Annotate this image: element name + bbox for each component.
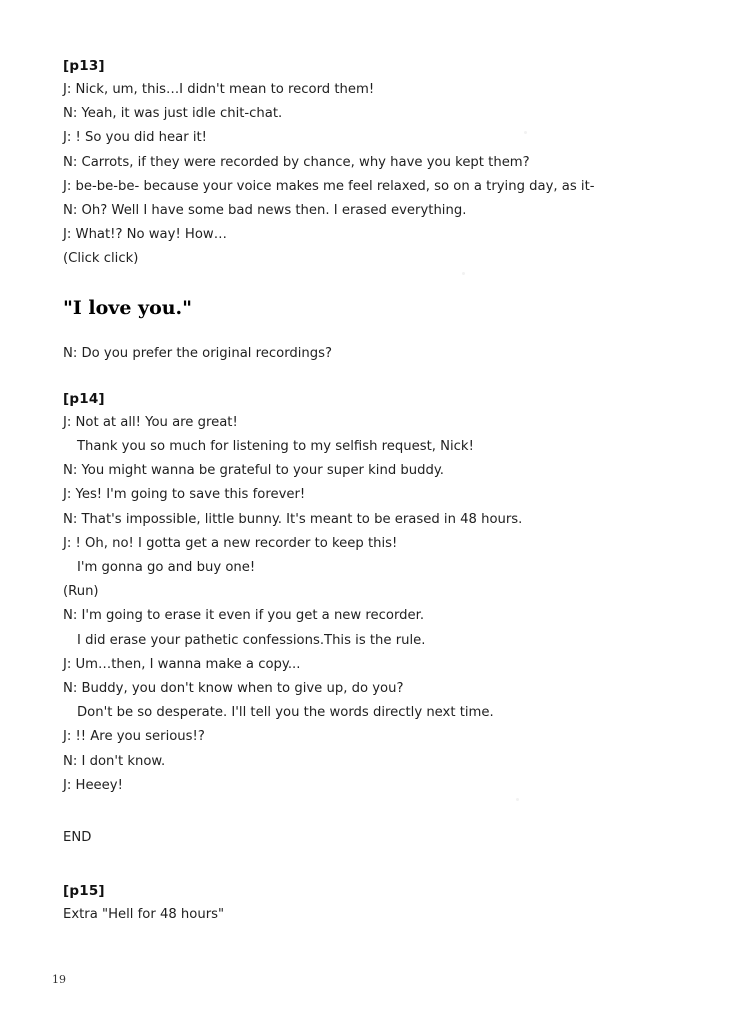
dialogue-line: J: Yes! I'm going to save this forever! [63, 487, 306, 503]
dialogue-line: J: Heeey! [63, 777, 123, 793]
dialogue-line: J: ! Oh, no! I gotta get a new recorder to keep this! [63, 535, 398, 551]
stage-direction-line: (Run) [63, 584, 99, 600]
spacer [63, 319, 663, 347]
spacer [63, 855, 663, 883]
stage-direction-line: (Click click) [63, 251, 139, 267]
document-body [63, 58, 663, 932]
dialogue-line: N: I don't know. [63, 753, 166, 769]
dialogue-line: N: You might wanna be grateful to your super kind buddy. [63, 463, 444, 479]
dialogue-line: J: What!? No way! How… [63, 227, 227, 243]
section-p13 [63, 58, 663, 266]
dialogue-line: Thank you so much for listening to my selfish request, Nick! [77, 439, 474, 455]
spacer [63, 277, 663, 297]
page-number: 19 [52, 973, 66, 986]
extra-title-line: Extra "Hell for 48 hours" [63, 907, 225, 923]
section-label-p13: [p13] [63, 58, 105, 74]
dialogue-line: J: Um…then, I wanna make a copy... [63, 656, 301, 672]
dialogue-line: Don't be so desperate. I'll tell you the words directly next time. [77, 705, 494, 721]
section-heading: "I love you." [63, 296, 193, 319]
dialogue-line: J: ! So you did hear it! [63, 130, 207, 146]
dialogue-line: J: Nick, um, this…I didn't mean to record them! [63, 82, 375, 97]
dialogue-line: N: Buddy, you don't know when to give up, do you? [63, 681, 404, 697]
dialogue-line: J: !! Are you serious!? [63, 729, 205, 745]
dialogue-line: N: Yeah, it was just idle chit-chat. [63, 106, 283, 122]
end-marker: END [63, 830, 92, 846]
spacer [63, 371, 663, 391]
dialogue-line: N: I'm going to erase it even if you get a new recorder. [63, 608, 425, 624]
dialogue-line: N: Carrots, if they were recorded by chance, why have you kept them? [63, 154, 530, 170]
dialogue-line: J: Not at all! You are great! [63, 414, 238, 430]
dialogue-line: N: Oh? Well I have some bad news then. I erased everything. [63, 203, 467, 219]
dialogue-line: N: Do you prefer the original recordings? [63, 345, 333, 361]
spacer [63, 803, 663, 831]
section-p14 [63, 391, 663, 792]
section-p15 [63, 883, 663, 921]
dialogue-line: I'm gonna go and buy one! [77, 560, 256, 576]
dialogue-line: J: be-be-be- because your voice makes me feel relaxed, so on a trying day, as it- [63, 178, 595, 194]
section-label-p14: [p14] [63, 390, 105, 407]
dialogue-line: I did erase your pathetic confessions.This is the rule. [77, 632, 426, 648]
section-label-p15: [p15] [63, 883, 105, 900]
dialogue-line: N: That's impossible, little bunny. It's meant to be erased in 48 hours. [63, 511, 523, 527]
